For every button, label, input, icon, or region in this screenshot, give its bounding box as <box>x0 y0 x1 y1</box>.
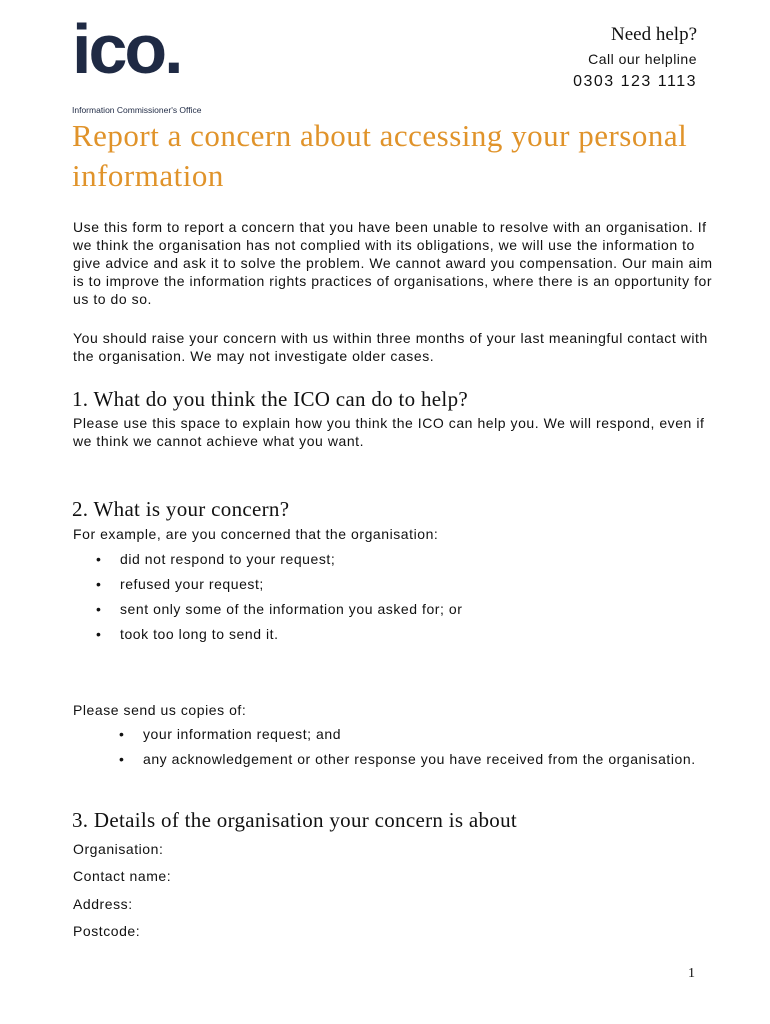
page-number: 1 <box>688 966 695 981</box>
ico-logo <box>72 10 212 115</box>
bullet-icon: • <box>96 626 102 642</box>
section-1-text: Please use this space to explain how you think the ICO can help you. We will respond, even if we think we cannot achieve what you want. <box>73 415 705 449</box>
bullet-icon: • <box>119 726 125 742</box>
intro-paragraph-1: Use this form to report a concern that you have been unable to resolve with an organisation. If we think the organisation has not complied with its obligations, we will use the information to give advice and ask it to solve the problem. We cannot award you compensation. Our main aim is to improve the information rights practices of organisations, where there is an opportunity for us to do so. <box>73 219 713 307</box>
logo-subtitle: Information Commissioner's Office <box>72 105 202 115</box>
section-1-heading: 1. What do you think the ICO can do to help? <box>72 387 468 411</box>
contact-name-label: Contact name: <box>73 868 172 884</box>
organisation-label: Organisation: <box>73 841 164 857</box>
helpline-phone: 0303 123 1113 <box>573 73 697 90</box>
list-item: • your information request; and <box>119 726 342 742</box>
help-title: Need help? <box>611 24 697 45</box>
section-3-heading: 3. Details of the organisation your concern is about <box>72 808 518 832</box>
address-label: Address: <box>73 896 133 912</box>
bullet-icon: • <box>96 551 102 567</box>
bullet-icon: • <box>119 751 125 767</box>
section-2-heading: 2. What is your concern? <box>72 497 290 521</box>
bullet-icon: • <box>96 576 102 592</box>
help-box <box>573 24 697 92</box>
concern-list <box>96 550 463 643</box>
bullet-icon: • <box>96 601 102 617</box>
list-item: • took too long to send it. <box>96 626 279 642</box>
section-2-text: For example, are you concerned that the organisation: <box>73 526 439 542</box>
list-item: • sent only some of the information you asked for; or <box>96 601 463 617</box>
postcode-label: Postcode: <box>73 923 141 939</box>
page-title: Report a concern about accessing your personal information <box>72 118 688 193</box>
list-item: • any acknowledgement or other response you have received from the organisation. <box>119 751 696 767</box>
copies-list <box>119 725 703 768</box>
helpline-label: Call our helpline <box>588 51 697 67</box>
copies-text: Please send us copies of: <box>73 702 247 718</box>
logo-wordmark: ico. <box>72 10 181 88</box>
list-item: • refused your request; <box>96 576 264 592</box>
intro-paragraph-2: You should raise your concern with us within three months of your last meaningful contact with the organisation. We may not investigate older cases. <box>73 330 708 364</box>
list-item: • did not respond to your request; <box>96 551 336 567</box>
